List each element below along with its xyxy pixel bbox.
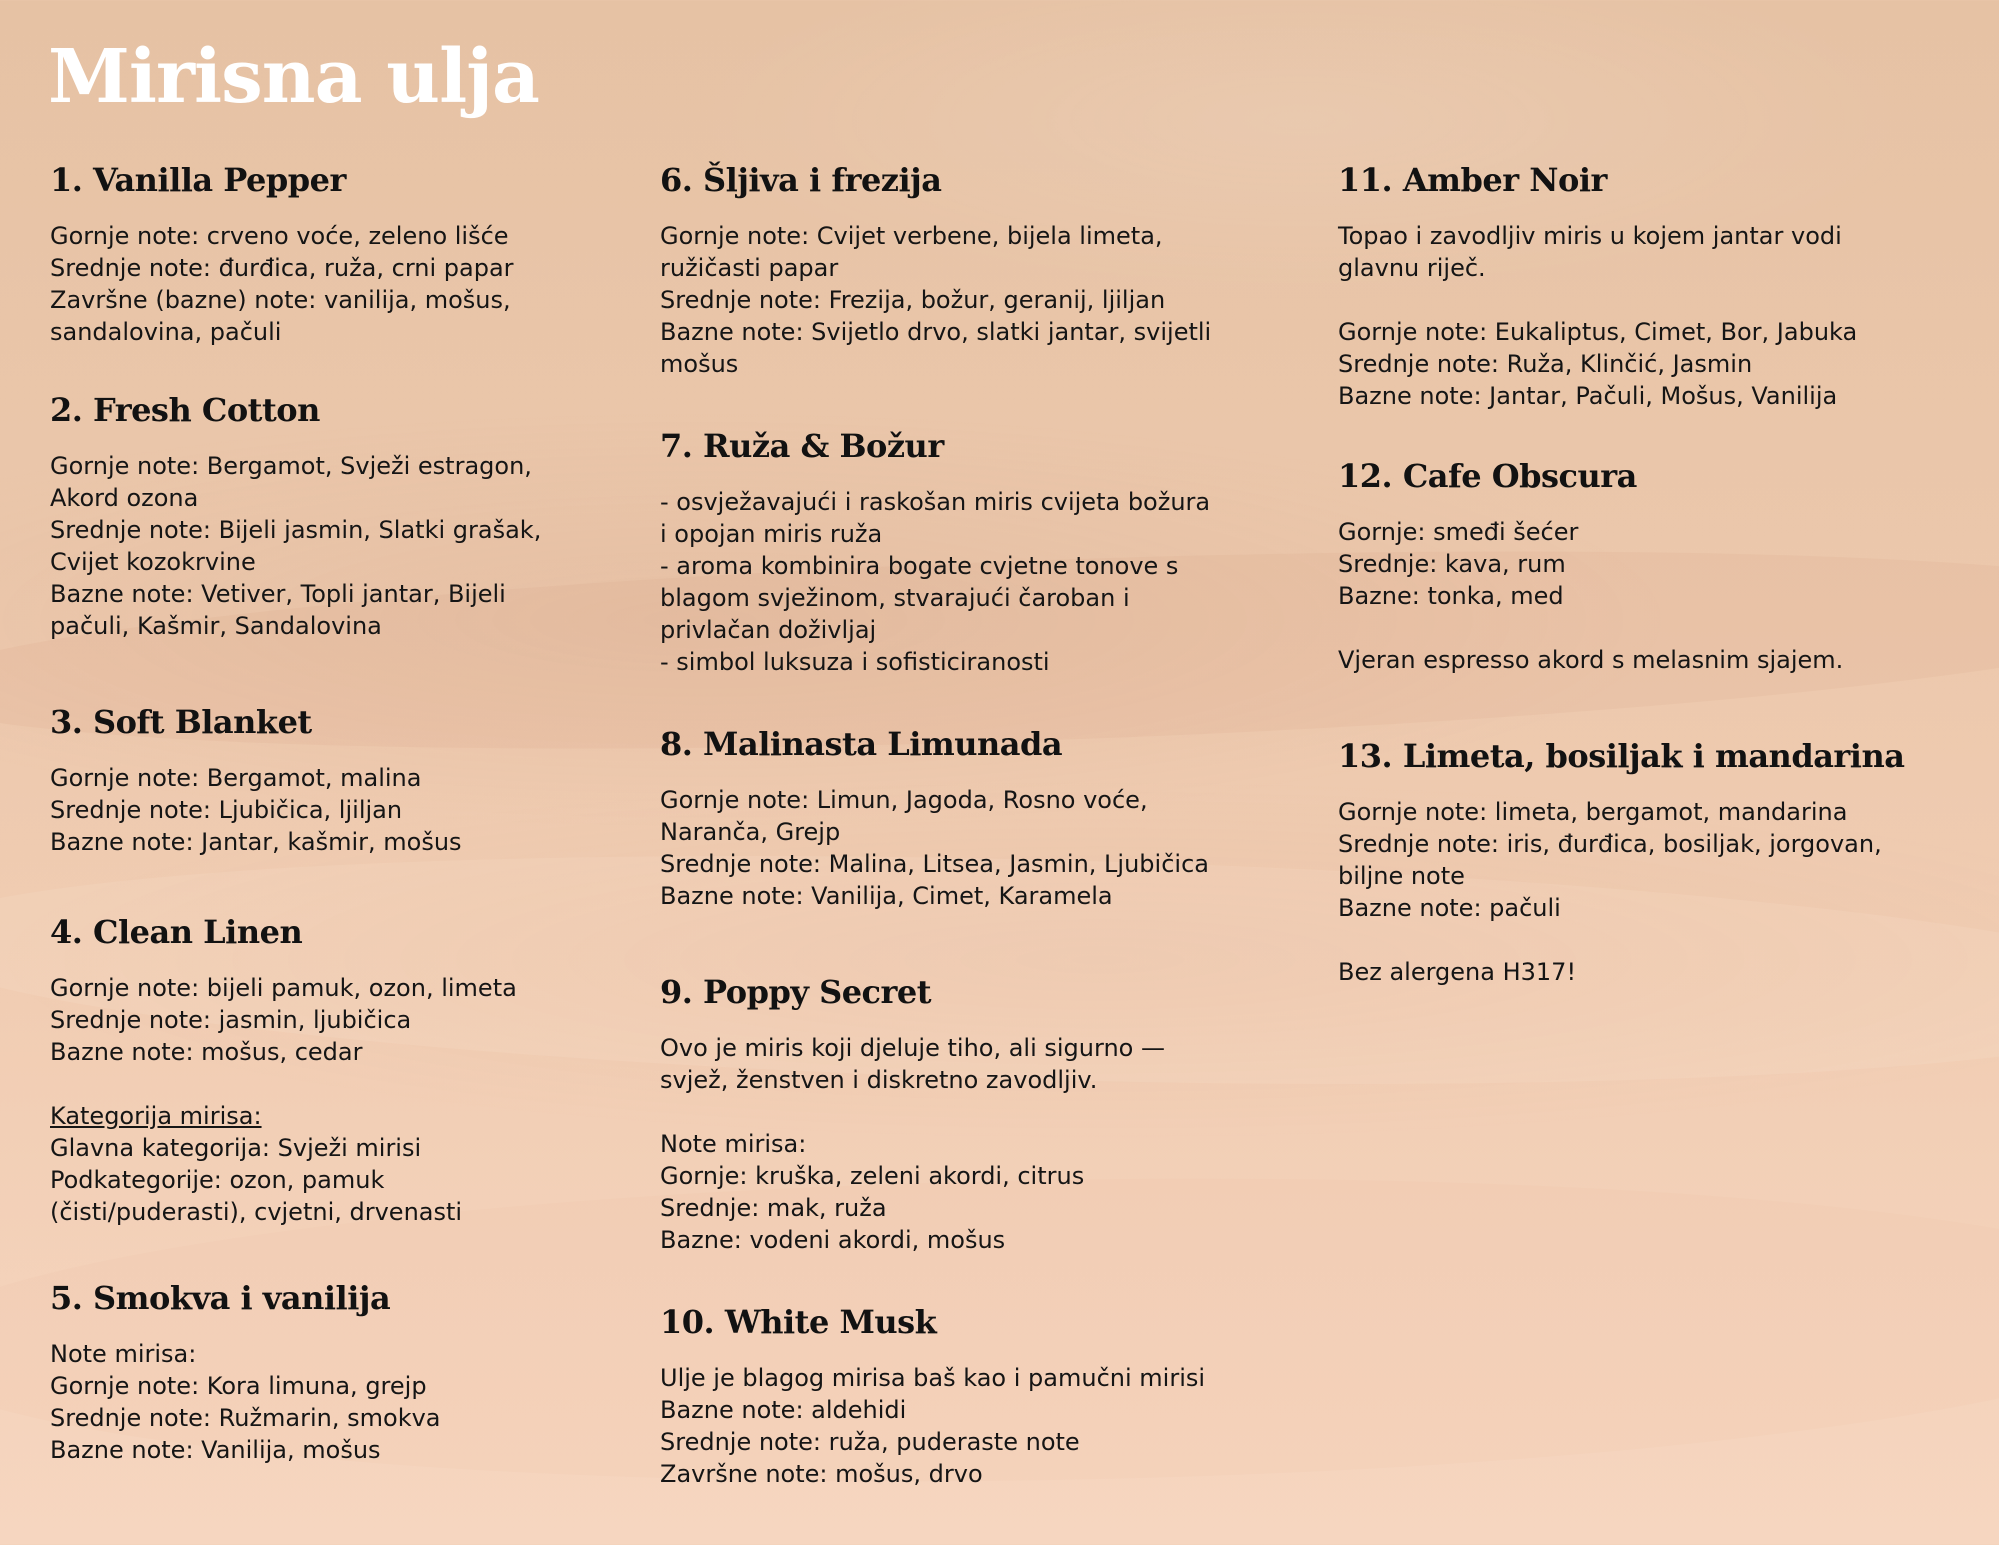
oil-entry-clean-linen (50, 912, 620, 1228)
oil-entry-white-musk (660, 1302, 1290, 1490)
entry-line: glavnu riječ. (1338, 254, 1486, 282)
entry-line: Srednje note: Ruža, Klinčić, Jasmin (1338, 350, 1753, 378)
entry-line: Gornje note: Kora limuna, grejp (50, 1372, 427, 1400)
entry-line: (čisti/puderasti), cvjetni, drvenasti (50, 1198, 463, 1226)
oil-entry-malinasta-limunada (660, 724, 1290, 912)
entry-line: Bazne note: pačuli (1338, 894, 1561, 922)
entry-line: Bazne note: Jantar, kašmir, mošus (50, 828, 462, 856)
entry-line: Srednje: kava, rum (1338, 550, 1566, 578)
entry-heading: 5. Smokva i vanilija (50, 1279, 391, 1317)
entry-line: Bazne: vodeni akordi, mošus (660, 1226, 1006, 1254)
entry-line: Srednje note: Malina, Litsea, Jasmin, Ljubičica (660, 850, 1209, 878)
oil-entry-fresh-cotton (50, 390, 620, 642)
page-title: Mirisna ulja (48, 34, 539, 120)
oil-entry-soft-blanket (50, 702, 620, 858)
entry-line: Srednje note: Ružmarin, smokva (50, 1404, 441, 1432)
spacer (1338, 612, 1938, 644)
entry-line: ružičasti papar (660, 254, 839, 282)
entry-line: Gornje note: Limun, Jagoda, Rosno voće, (660, 786, 1148, 814)
entry-heading: 3. Soft Blanket (50, 703, 312, 741)
entry-line: Note mirisa: (660, 1130, 807, 1158)
oil-entry-limeta-bosiljak-mandarina (1338, 736, 1938, 988)
entry-line: svjež, ženstven i diskretno zavodljiv. (660, 1066, 1098, 1094)
entry-line: Bazne: tonka, med (1338, 582, 1564, 610)
oil-entry-ruza-i-bozur (660, 426, 1290, 678)
entry-line: Gornje: smeđi šećer (1338, 518, 1579, 546)
entry-line: Ulje je blagog mirisa baš kao i pamučni mirisi (660, 1364, 1206, 1392)
entry-heading: 4. Clean Linen (50, 913, 303, 951)
entry-line: mošus (660, 350, 739, 378)
entry-line: Bazne note: aldehidi (660, 1396, 907, 1424)
entry-heading: 6. Šljiva i frezija (660, 161, 942, 199)
entry-line: Bazne note: Vetiver, Topli jantar, Bijeli (50, 580, 506, 608)
entry-line: Cvijet kozokrvine (50, 548, 256, 576)
entry-line: blagom svježinom, stvarajući čaroban i (660, 584, 1130, 612)
entry-line: Bazne note: Vanilija, mošus (50, 1436, 381, 1464)
entry-line: Bazne note: Svijetlo drvo, slatki jantar, svijetli (660, 318, 1212, 346)
oil-entry-smokva-i-vanilija (50, 1278, 620, 1466)
entry-line: - simbol luksuza i sofisticiranosti (660, 648, 1050, 676)
entry-line: Bazne note: Jantar, Pačuli, Mošus, Vanilija (1338, 382, 1838, 410)
spacer (1338, 924, 1938, 956)
entry-line: Srednje note: ruža, puderaste note (660, 1428, 1080, 1456)
entry-line: Bazne note: Vanilija, Cimet, Karamela (660, 882, 1113, 910)
entry-line: Srednje note: Ljubičica, ljiljan (50, 796, 403, 824)
entry-line: Ovo je miris koji djeluje tiho, ali sigurno — (660, 1034, 1165, 1062)
entry-line: Glavna kategorija: Svježi mirisi (50, 1134, 422, 1162)
entry-line: Srednje note: Frezija, božur, geranij, ljiljan (660, 286, 1166, 314)
oil-entry-amber-noir (1338, 160, 1938, 412)
entry-heading: 2. Fresh Cotton (50, 391, 320, 429)
entry-line: Vjeran espresso akord s melasnim sjajem. (1338, 646, 1844, 674)
entry-line: Gornje note: Bergamot, Svježi estragon, (50, 452, 532, 480)
entry-heading: 12. Cafe Obscura (1338, 457, 1637, 495)
entry-line: Akord ozona (50, 484, 199, 512)
entry-line: Topao i zavodljiv miris u kojem jantar vodi (1338, 222, 1842, 250)
entry-line: - aroma kombinira bogate cvjetne tonove s (660, 552, 1179, 580)
entry-line: Gornje: kruška, zeleni akordi, citrus (660, 1162, 1085, 1190)
entry-line: - osvježavajući i raskošan miris cvijeta božura (660, 488, 1211, 516)
entry-line: Naranča, Grejp (660, 818, 841, 846)
entry-heading: 13. Limeta, bosiljak i mandarina (1338, 737, 1905, 775)
entry-line: Srednje note: iris, đurđica, bosiljak, jorgovan, (1338, 830, 1882, 858)
entry-line: Gornje note: bijeli pamuk, ozon, limeta (50, 974, 517, 1002)
allergen-note: Bez alergena H317! (1338, 958, 1577, 986)
entry-line: Bazne note: mošus, cedar (50, 1038, 363, 1066)
entry-line: Završne note: mošus, drvo (660, 1460, 983, 1488)
oil-entry-cafe-obscura (1338, 456, 1938, 676)
entry-heading: 10. White Musk (660, 1303, 937, 1341)
entry-line: biljne note (1338, 862, 1465, 890)
entry-line: Gornje note: Eukaliptus, Cimet, Bor, Jabuka (1338, 318, 1858, 346)
entry-heading: 9. Poppy Secret (660, 973, 932, 1011)
spacer (50, 1068, 620, 1100)
spacer (660, 1096, 1290, 1128)
entry-line: Završne (bazne) note: vanilija, mošus, (50, 286, 511, 314)
oil-entry-sljiva-i-frezija (660, 160, 1290, 380)
entry-line: i opojan miris ruža (660, 520, 883, 548)
entry-line: Srednje note: jasmin, ljubičica (50, 1006, 412, 1034)
entry-line: Srednje: mak, ruža (660, 1194, 887, 1222)
entry-line: privlačan doživljaj (660, 616, 877, 644)
entry-line: Gornje note: limeta, bergamot, mandarina (1338, 798, 1848, 826)
oil-entry-vanilla-pepper (50, 160, 620, 348)
entry-line: pačuli, Kašmir, Sandalovina (50, 612, 382, 640)
category-label: Kategorija mirisa: (50, 1102, 262, 1130)
entry-line: Srednje note: đurđica, ruža, crni papar (50, 254, 514, 282)
oil-entry-poppy-secret (660, 972, 1290, 1256)
entry-heading: 7. Ruža & Božur (660, 427, 944, 465)
spacer (1338, 284, 1938, 316)
entry-line: Gornje note: Cvijet verbene, bijela limeta, (660, 222, 1163, 250)
entry-line: Gornje note: Bergamot, malina (50, 764, 422, 792)
entry-heading: 1. Vanilla Pepper (50, 161, 346, 199)
entry-line: Note mirisa: (50, 1340, 197, 1368)
entry-line: sandalovina, pačuli (50, 318, 282, 346)
entry-heading: 8. Malinasta Limunada (660, 725, 1063, 763)
entry-line: Srednje note: Bijeli jasmin, Slatki grašak, (50, 516, 542, 544)
entry-line: Gornje note: crveno voće, zeleno lišće (50, 222, 509, 250)
entry-line: Podkategorije: ozon, pamuk (50, 1166, 385, 1194)
entry-heading: 11. Amber Noir (1338, 161, 1607, 199)
